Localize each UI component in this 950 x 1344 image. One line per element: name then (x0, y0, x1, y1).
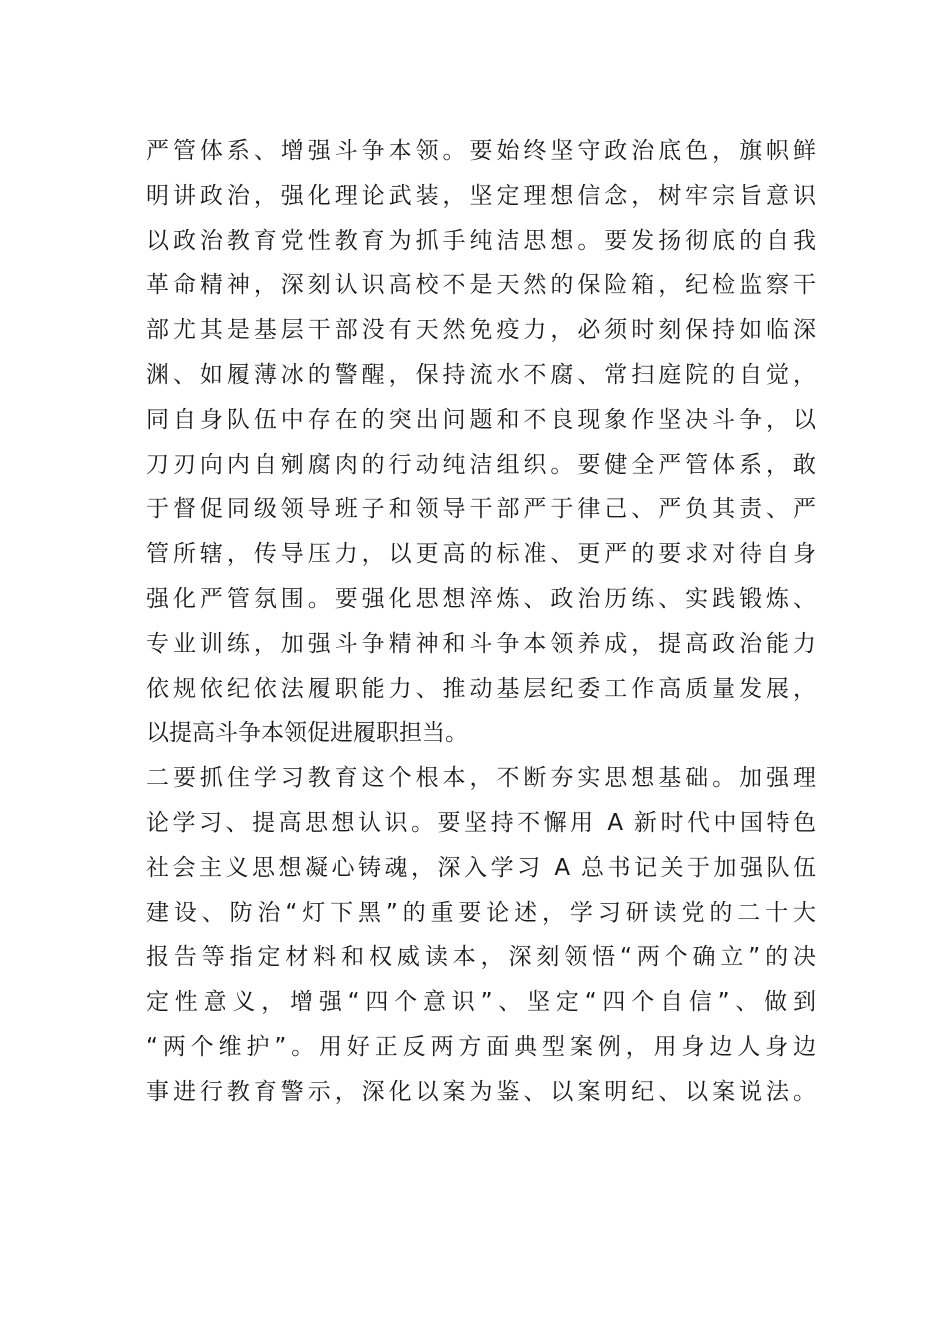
text-line: 以提高斗争本领促进履职担当。 (146, 720, 468, 747)
paragraph-1 (146, 129, 816, 756)
text-line: 强化严管氛围。要强化思想淬炼、政治历练、实践锻炼、 (146, 585, 816, 612)
paragraph-2 (146, 756, 816, 1114)
text-line: 渊、如履薄冰的警醒，保持流水不腐、常扫庭院的自觉， (146, 361, 816, 388)
text-line: 报告等指定材料和权威读本，深刻领悟“两个确立”的决 (146, 944, 816, 971)
text-line: 专业训练，加强斗争精神和斗争本领养成，提高政治能力 (146, 630, 816, 657)
text-line: 同自身队伍中存在的突出问题和不良现象作坚决斗争，以 (146, 406, 816, 433)
text-line: 论学习、提高思想认识。要坚持不懈用 A 新时代中国特色 (146, 809, 816, 836)
text-line: 定性意义，增强“四个意识”、坚定“四个自信”、做到 (146, 989, 816, 1016)
text-line: 于督促同级领导班子和领导干部严于律己、严负其责、严 (146, 496, 816, 523)
text-line: 事进行教育警示，深化以案为鉴、以案明纪、以案说法。 (146, 1078, 816, 1105)
text-line: 以政治教育党性教育为抓手纯洁思想。要发扬彻底的自我 (146, 227, 816, 254)
text-line: 建设、防治“灯下黑”的重要论述，学习研读党的二十大 (146, 899, 816, 926)
text-line: 社会主义思想凝心铸魂，深入学习 A 总书记关于加强队伍 (146, 854, 816, 881)
text-line: 严管体系、增强斗争本领。要始终坚守政治底色，旗帜鲜 (146, 138, 816, 164)
text-line: “两个维护”。用好正反两方面典型案例，用身边人身边 (146, 1033, 816, 1060)
text-line: 部尤其是基层干部没有天然免疫力，必须时刻保持如临深 (146, 317, 816, 344)
text-line: 依规依纪依法履职能力、推动基层纪委工作高质量发展， (146, 675, 816, 702)
text-line: 革命精神，深刻认识高校不是天然的保险箱，纪检监察干 (146, 272, 816, 299)
body-text (146, 129, 816, 1115)
text-line: 二要抓住学习教育这个根本，不断夯实思想基础。加强理 (146, 765, 816, 792)
text-line: 刀刃向内自剜腐肉的行动纯洁组织。要健全严管体系，敢 (146, 451, 816, 478)
text-line: 明讲政治，强化理论武装，坚定理想信念，树牢宗旨意识 (146, 182, 816, 209)
text-line: 管所辖，传导压力，以更高的标准、更严的要求对待自身 (146, 541, 816, 568)
